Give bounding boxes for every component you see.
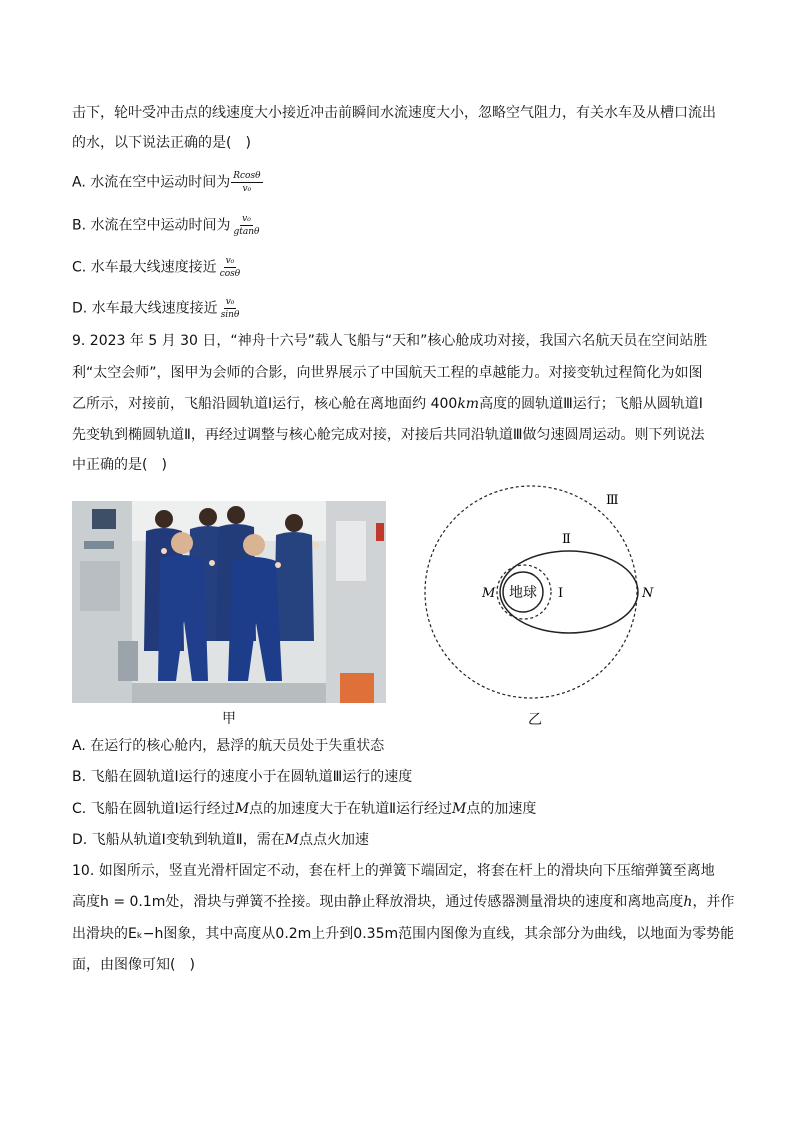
q10-text-line-2: 高度h = 0.1m处，滑块与弹簧不拴接。现由静止释放滑块，通过传感器测量滑块的速度和离地高度h，并作 (72, 894, 735, 910)
q10-text-line-1: 10. 如图所示，竖直光滑杆固定不动，套在杆上的弹簧下端固定，将套在杆上的滑块向下压缩弹簧至离地 (72, 863, 715, 879)
orbit-diagram (418, 480, 654, 716)
q8-option-d: D. 水车最大线速度接近 $\frac{\text{v₀}}{\sin\theta}$ (72, 297, 240, 320)
orbit-3-label: Ⅲ (606, 493, 619, 508)
orbit-2-label: Ⅱ (562, 532, 571, 547)
q9-text-line-2: 利“太空会师”，图甲为会师的合影，向世界展示了中国航天工程的卓越能力。对接变轨过程简化为如图 (72, 365, 703, 381)
earth-label: 地球 (509, 585, 537, 601)
q9-option-d: D. 飞船从轨道Ⅰ变轨到轨道Ⅱ，需在M点点火加速 (72, 832, 370, 848)
q9-text-line-1: 9. 2023 年 5 月 30 日，“神舟十六号”载人飞船与“天和”核心舱成功对接，我国六名航天员在空间站胜 (72, 333, 708, 349)
q9-text-line-3: 乙所示，对接前，飞船沿圆轨道Ⅰ运行，核心舱在离地面约 400km高度的圆轨道Ⅲ运行；飞船从圆轨道Ⅰ (72, 396, 703, 412)
q10-text-line-3: 出滑块的Eₖ−h图象，其中高度从0.2m上升到0.35m范围内图像为直线，其余部分为曲线，以地面为零势能 (72, 926, 735, 942)
q9-option-b: B. 飞船在圆轨道Ⅰ运行的速度小于在圆轨道Ⅲ运行的速度 (72, 769, 413, 785)
q8-option-b: B. 水流在空中运动时间为 $\frac{\text{v₀}}{gtan\theta}$ (72, 214, 260, 237)
orbit-1-label: Ⅰ (558, 586, 564, 601)
q9-option-c: C. 飞船在圆轨道Ⅰ运行经过M点的加速度大于在轨道Ⅱ运行经过M点的加速度 (72, 801, 537, 817)
diagram-caption: 乙 (528, 712, 542, 728)
point-n-label: N (642, 586, 654, 601)
photo-caption: 甲 (222, 711, 236, 727)
q8-text-line-2: 的水，以下说法正确的是( ) (72, 135, 251, 151)
astronauts-photo (72, 501, 386, 703)
q9-text-line-4: 先变轨到椭圆轨道Ⅱ，再经过调整与核心舱完成对接，对接后共同沿轨道Ⅲ做匀速圆周运动。则下列说法 (72, 427, 705, 443)
q10-text-line-4: 面，由图像可知( ) (72, 957, 195, 973)
q8-option-c: C. 水车最大线速度接近 $\frac{\text{v₀}}{\cos\theta}$ (72, 256, 241, 279)
q8-text-line-1: 击下，轮叶受冲击点的线速度大小接近冲击前瞬间水流速度大小，忽略空气阻力，有关水车及从槽口流出 (72, 105, 716, 121)
point-m-label: M (482, 586, 496, 601)
q9-text-line-5: 中正确的是( ) (72, 457, 167, 473)
q9-option-a: A. 在运行的核心舱内，悬浮的航天员处于失重状态 (72, 738, 385, 754)
q8-option-a: A. 水流在空中运动时间为 $\frac{Rcos\theta}{\text{v₀}}$ (72, 171, 261, 194)
